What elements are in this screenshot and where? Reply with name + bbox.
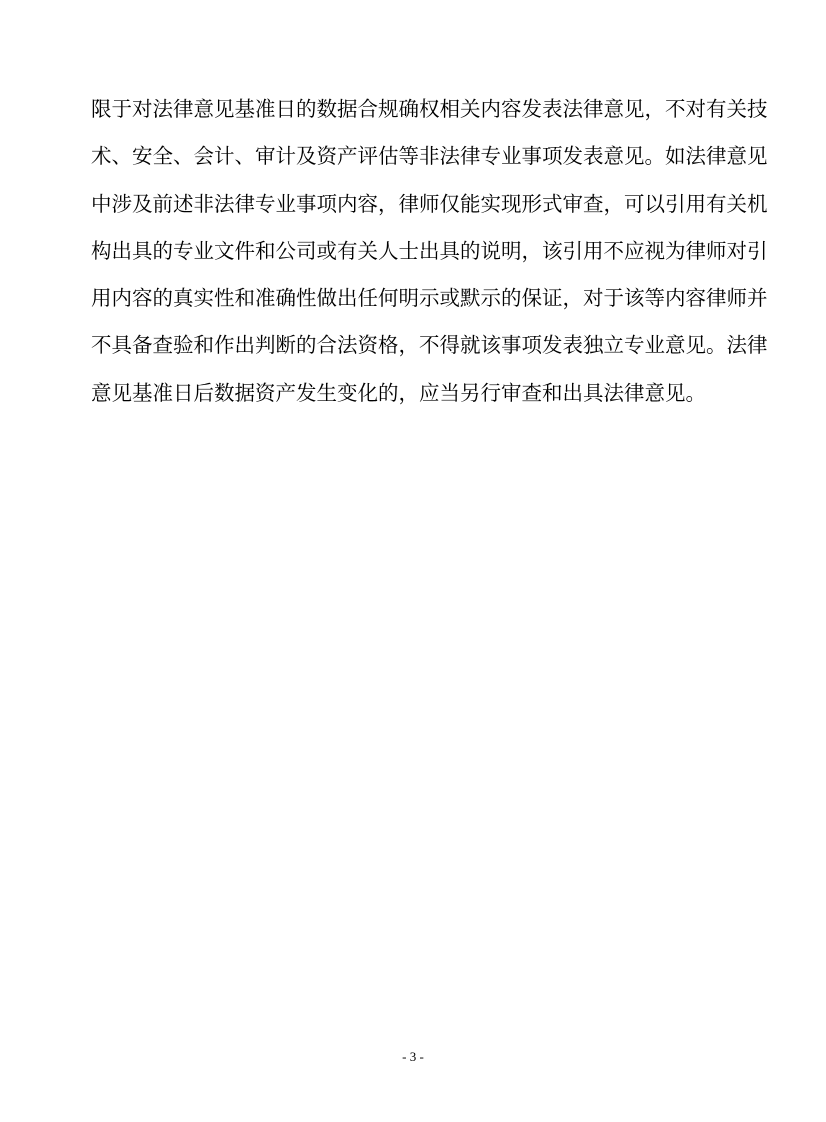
paragraph-line: 限于对法律意见基准日的数据合规确权相关内容发表法律意见，不对有关技 bbox=[91, 97, 768, 121]
paragraph-line: 中涉及前述非法律专业事项内容，律师仅能实现形式审查，可以引用有关机 bbox=[91, 191, 768, 216]
paragraph-line: 意见基准日后数据资产发生变化的，应当另行审查和出具法律意见。 bbox=[91, 380, 706, 405]
body-paragraph bbox=[91, 89, 768, 420]
page-number: - 3 - bbox=[402, 1049, 424, 1064]
paragraph-line: 术、安全、会计、审计及资产评估等非法律专业事项发表意见。如法律意见 bbox=[91, 144, 768, 169]
paragraph-line: 构出具的专业文件和公司或有关人士出具的说明，该引用不应视为律师对引 bbox=[91, 238, 768, 263]
paragraph-line: 用内容的真实性和准确性做出任何明示或默示的保证，对于该等内容律师并 bbox=[91, 286, 768, 311]
paragraph-line: 不具备查验和作出判断的合法资格，不得就该事项发表独立专业意见。法律 bbox=[91, 333, 768, 358]
